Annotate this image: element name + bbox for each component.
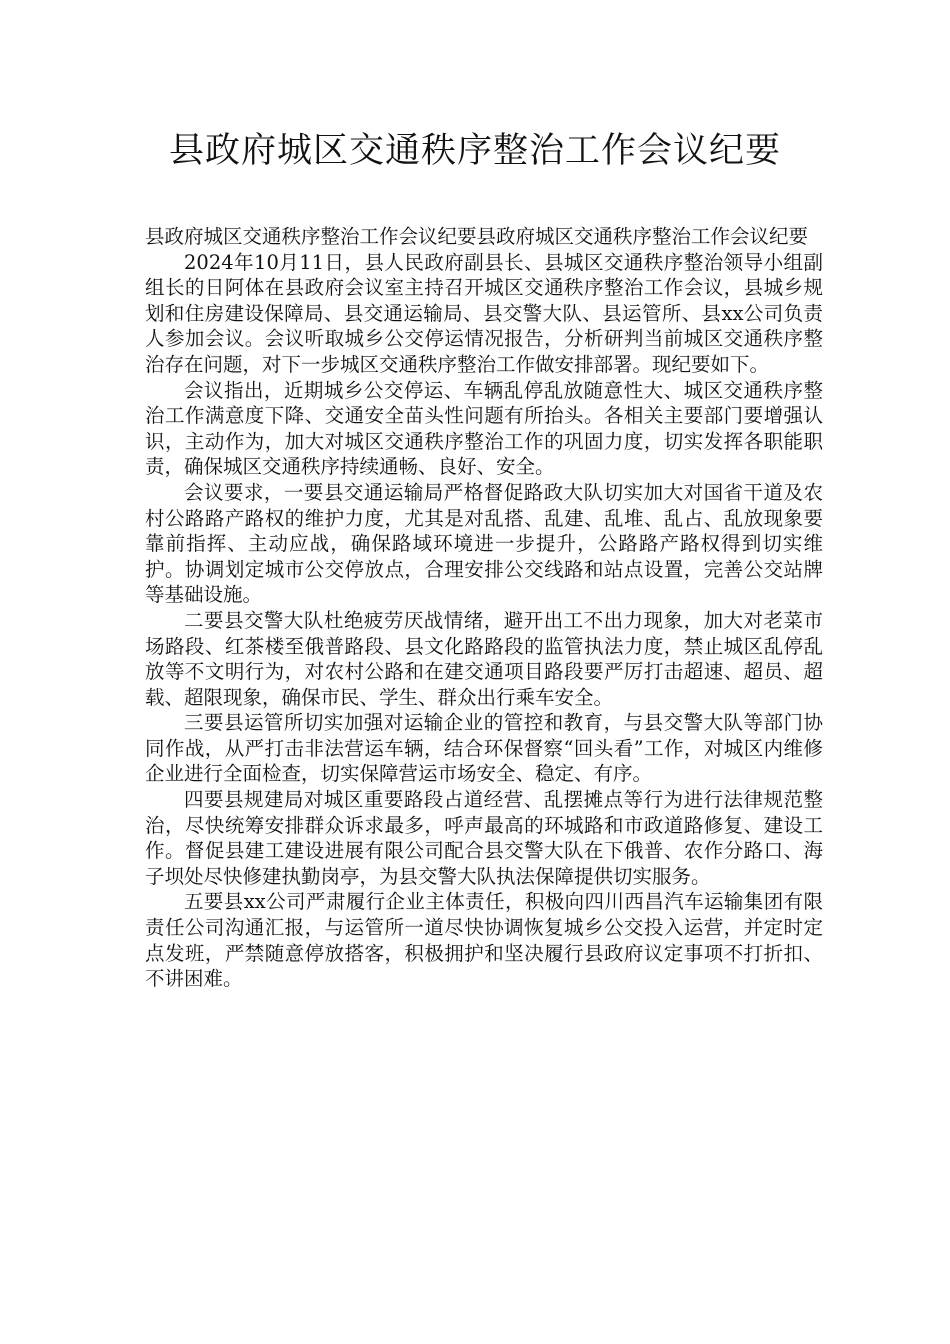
document-title: 县政府城区交通秩序整治工作会议纪要: [168, 131, 781, 171]
paragraph-requirement-1: 会议要求，一要县交通运输局严格督促路政大队切实加大对国省干道及农村公路路产路权的维护力度，尤其是对乱搭、乱建、乱堆、乱占、乱放现象要靠前指挥、主动应战，确保路域环境进一步提升，公路路产路权得到切实维护。协调划定城市公交停放点，合理安排公交线路和站点设置，完善公交站牌等基础设施。: [145, 480, 823, 607]
paragraph-meeting-points: 会议指出，近期城乡公交停运、车辆乱停乱放随意性大、城区交通秩序整治工作满意度下降、交通安全苗头性问题有所抬头。各相关主要部门要增强认识，主动作为，加大对城区交通秩序整治工作的巩固力度，切实发挥各职能职责，确保城区交通秩序持续通畅、良好、安全。: [145, 378, 823, 479]
paragraph-requirement-2: 二要县交警大队杜绝疲劳厌战情绪，避开出工不出力现象，加大对老菜市场路段、红茶楼至俄普路段、县文化路路段的监管执法力度，禁止城区乱停乱放等不文明行为，对农村公路和在建交通项目路段要严厉打击超速、超员、超载、超限现象，确保市民、学生、群众出行乘车安全。: [145, 608, 823, 709]
paragraph-requirement-3: 三要县运管所切实加强对运输企业的管控和教育，与县交警大队等部门协同作战，从严打击非法营运车辆，结合环保督察“回头看”工作，对城区内维修企业进行全面检查，切实保障营运市场安全、稳定、有序。: [145, 711, 823, 786]
paragraph-requirement-4: 四要县规建局对城区重要路段占道经营、乱摆摊点等行为进行法律规范整治，尽快统筹安排群众诉求最多，呼声最高的环城路和市政道路修复、建设工作。督促县建工建设进展有限公司配合县交警大队在下俄普、农作分路口、海子坝处尽快修建执勤岗亭，为县交警大队执法保障提供切实服务。: [145, 788, 823, 888]
lead-paragraph: 县政府城区交通秩序整治工作会议纪要县政府城区交通秩序整治工作会议纪要: [145, 225, 809, 248]
paragraph-requirement-5: 五要县xx公司严肃履行企业主体责任，积极向四川西昌汽车运输集团有限责任公司沟通汇报，与运管所一道尽快协调恢复城乡公交投入运营，并定时定点发班，严禁随意停放搭客，积极拥护和坚决履行县政府议定事项不打折扣、不讲困难。: [145, 890, 823, 991]
document-body: [145, 224, 823, 992]
paragraph-meeting-info: 2024年10月11日，县人民政府副县长、县城区交通秩序整治领导小组副组长的日阿体在县政府会议室主持召开城区交通秩序整治工作会议，县城乡规划和住房建设保障局、县交通运输局、县交警大队、县运管所、县xx公司负责人参加会议。会议听取城乡公交停运情况报告，分析研判当前城区交通秩序整治存在问题，对下一步城区交通秩序整治工作做安排部署。现纪要如下。: [145, 250, 823, 376]
